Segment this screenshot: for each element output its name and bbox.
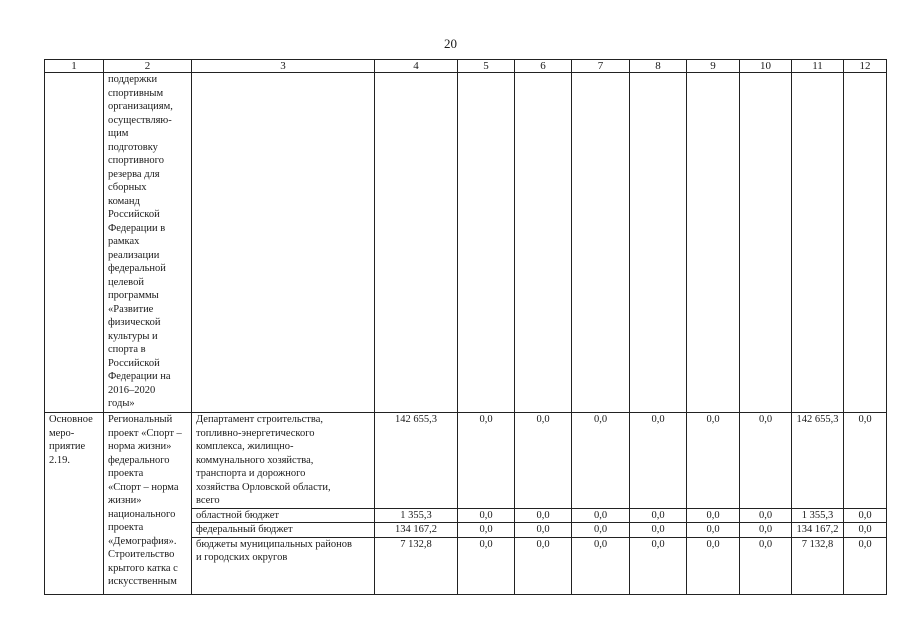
col-header-7: 7 [572, 60, 630, 73]
measure-number: Основное меро- приятие 2.19. [45, 413, 104, 595]
value-cell: 0,0 [515, 508, 572, 523]
col-header-9: 9 [687, 60, 740, 73]
continuation-description: поддержки спортивным организациям, осуществляю- щим подготовку спортивного резерва для сборных команд Российской Федерации в рамках реализации федеральной целевой программы «Развитие физической культуры и спорта в Российской Федерации на 2016–2020 годы» [104, 73, 192, 413]
value-cell: 0,0 [572, 413, 630, 509]
col-header-3: 3 [192, 60, 375, 73]
value-cell: 0,0 [740, 537, 792, 594]
column-number-row [45, 60, 887, 73]
value-cell: 0,0 [458, 413, 515, 509]
value-cell: 1 355,3 [792, 508, 844, 523]
value-cell: 0,0 [630, 508, 687, 523]
value-cell: 0,0 [458, 523, 515, 538]
value-cell: 0,0 [844, 508, 887, 523]
value-cell: 0,0 [515, 413, 572, 509]
value-cell: 142 655,3 [792, 413, 844, 509]
value-cell: 7 132,8 [792, 537, 844, 594]
value-cell: 0,0 [687, 537, 740, 594]
col-header-6: 6 [515, 60, 572, 73]
col-header-11: 11 [792, 60, 844, 73]
value-cell: 0,0 [687, 523, 740, 538]
value-cell: 134 167,2 [375, 523, 458, 538]
col-header-5: 5 [458, 60, 515, 73]
funding-source: областной бюджет [192, 508, 375, 523]
value-cell: 0,0 [515, 523, 572, 538]
funding-row-total [45, 413, 887, 509]
col-header-8: 8 [630, 60, 687, 73]
col-header-10: 10 [740, 60, 792, 73]
value-cell: 142 655,3 [375, 413, 458, 509]
col-header-4: 4 [375, 60, 458, 73]
col-header-1: 1 [45, 60, 104, 73]
value-cell: 0,0 [740, 508, 792, 523]
value-cell: 0,0 [844, 523, 887, 538]
value-cell: 0,0 [630, 537, 687, 594]
value-cell: 1 355,3 [375, 508, 458, 523]
value-cell: 0,0 [458, 537, 515, 594]
funding-source: федеральный бюджет [192, 523, 375, 538]
value-cell: 0,0 [844, 413, 887, 509]
value-cell: 0,0 [630, 413, 687, 509]
value-cell: 0,0 [572, 537, 630, 594]
col-header-2: 2 [104, 60, 192, 73]
value-cell: 0,0 [740, 413, 792, 509]
value-cell: 0,0 [458, 508, 515, 523]
value-cell: 0,0 [740, 523, 792, 538]
budget-table [44, 59, 887, 595]
value-cell: 134 167,2 [792, 523, 844, 538]
page-number: 20 [444, 36, 457, 51]
funding-source: Департамент строительства, топливно-энергетического комплекса, жилищно- коммунального хозяйства, транспорта и дорожного хозяйства Орловской области, всего [192, 413, 375, 509]
continuation-row [45, 73, 887, 413]
value-cell: 0,0 [687, 413, 740, 509]
value-cell: 0,0 [844, 537, 887, 594]
value-cell: 0,0 [572, 508, 630, 523]
funding-source: бюджеты муниципальных районов и городских округов [192, 537, 375, 594]
value-cell: 0,0 [630, 523, 687, 538]
value-cell: 0,0 [687, 508, 740, 523]
value-cell: 0,0 [515, 537, 572, 594]
value-cell: 7 132,8 [375, 537, 458, 594]
value-cell: 0,0 [572, 523, 630, 538]
col-header-12: 12 [844, 60, 887, 73]
measure-description: Региональный проект «Спорт – норма жизни» федерального проекта «Спорт – норма жизни» национального проекта «Демография». Строительство крытого катка с искусственным [104, 413, 192, 595]
